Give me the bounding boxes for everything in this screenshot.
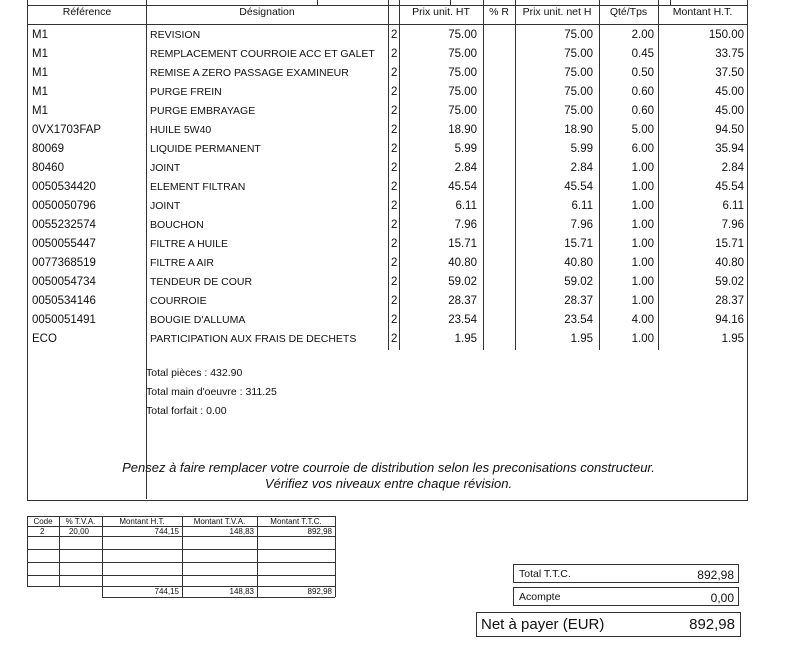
row-net: 45.54 [564,181,593,193]
row-code: 2 [391,29,398,41]
row-amount: 37.50 [715,67,744,79]
row-designation: REMPLACEMENT COURROIE ACC ET GALET [150,48,375,60]
row-designation: JOINT [150,200,181,212]
row-qty: 1.00 [631,276,654,288]
row-ref: M1 [32,48,48,60]
row-price: 75.00 [448,86,477,98]
vat-rule [27,536,335,537]
row-price: 75.00 [448,105,477,117]
row-amount: 1.95 [721,333,744,345]
total-ttc-value: 892,98 [697,568,734,582]
deposit-label: Acompte [519,591,561,603]
vat-header-rate: % T.V.A. [65,517,96,526]
row-designation: HUILE 5W40 [150,124,212,136]
row-price: 7.96 [454,219,477,231]
vat-header-tva: Montant T.V.A. [193,517,246,526]
row-designation: JOINT [150,162,181,174]
row-amount: 45.00 [715,86,744,98]
row-code: 2 [391,276,398,288]
row-net: 15.71 [564,238,593,250]
header-unit-price-ht: Prix unit. HT [412,6,470,18]
row-qty: 0.60 [631,86,654,98]
row-code: 2 [391,200,398,212]
row-amount: 150.00 [708,29,744,41]
row-amount: 35.94 [715,143,744,155]
deposit-box [513,587,739,606]
row-designation: PURGE FREIN [150,86,222,98]
net-to-pay-label: Net à payer (EUR) [481,616,605,633]
row-price: 75.00 [448,48,477,60]
row-qty: 6.00 [631,143,654,155]
row-qty: 2.00 [631,29,654,41]
vat-total-ttc: 892,98 [307,587,332,596]
row-code: 2 [391,105,398,117]
vat-rule [27,562,335,563]
row-amount: 45.00 [715,105,744,117]
row-code: 2 [391,143,398,155]
row-price: 75.00 [448,67,477,79]
row-code: 2 [391,162,398,174]
row-designation: FILTRE A HUILE [150,238,228,250]
row-designation: BOUGIE D'ALLUMA [150,314,246,326]
row-designation: PARTICIPATION AUX FRAIS DE DECHETS [150,333,357,345]
row-designation: TENDEUR DE COUR [150,276,253,288]
row-designation: COURROIE [150,295,207,307]
row-code: 2 [391,181,398,193]
vat-rule [102,597,335,598]
vat-header-ht: Montant H.T. [119,517,165,526]
row-amount: 59.02 [715,276,744,288]
row-price: 40.80 [448,257,477,269]
header-reference: Référence [62,6,112,18]
row-ref: 0050534420 [32,181,96,193]
row-net: 6.11 [571,200,593,212]
row-amount: 40.80 [715,257,744,269]
row-code: 2 [391,124,398,136]
row-ref: 0VX1703FAP [32,124,102,136]
vat-total-ht: 744,15 [154,587,179,596]
row-amount: 15.71 [715,238,744,250]
row-price: 2.84 [454,162,477,174]
row-price: 59.02 [448,276,477,288]
row-designation: LIQUIDE PERMANENT [150,143,261,155]
row-net: 75.00 [564,86,593,98]
net-to-pay-value: 892,98 [689,616,735,633]
vat-col [27,516,28,586]
vat-rule [27,575,335,576]
row-qty: 4.00 [631,314,654,326]
row-price: 18.90 [448,124,477,136]
row-price: 28.37 [448,295,477,307]
vat-rate: 20,00 [68,527,89,536]
row-ref: ECO [32,333,57,345]
vat-header-ttc: Montant T.T.C. [270,517,322,526]
row-net: 75.00 [564,105,593,117]
row-designation: FILTRE A AIR [150,257,214,269]
vat-col [59,516,60,586]
row-qty: 0.45 [631,48,654,60]
row-ref: 0055232574 [32,219,96,231]
header-qty: Qté/Tps [609,6,648,18]
row-qty: 1.00 [631,219,654,231]
row-code: 2 [391,67,398,79]
row-code: 2 [391,314,398,326]
row-designation: ELEMENT FILTRAN [150,181,246,193]
total-labour: Total main d'oeuvre : 311.25 [146,386,277,398]
row-code: 2 [391,219,398,231]
row-net: 1.95 [570,333,593,345]
row-net: 2.84 [570,162,593,174]
row-amount: 2.84 [721,162,744,174]
row-ref: 0050051491 [32,314,96,326]
header-discount: % R [489,6,509,18]
row-price: 75.00 [448,29,477,41]
row-net: 28.37 [564,295,593,307]
row-code: 2 [391,295,398,307]
row-price: 1.95 [454,333,477,345]
vat-header-code: Code [33,517,53,526]
row-ref: 0050055447 [32,238,96,250]
row-code: 2 [391,238,398,250]
vat-code: 2 [40,527,45,536]
deposit-value: 0,00 [710,591,734,605]
row-code: 2 [391,257,398,269]
row-qty: 1.00 [631,257,654,269]
row-designation: REVISION [150,29,201,41]
row-net: 75.00 [564,67,593,79]
vat-table [27,516,335,598]
row-amount: 94.50 [715,124,744,136]
vat-rule [27,549,335,550]
row-ref: 80460 [32,162,64,174]
row-net: 75.00 [564,48,593,60]
note-line-1: Pensez à faire remplacer votre courroie de distribution selon les preconisations constructeur. [122,460,655,475]
row-qty: 1.00 [631,181,654,193]
header-rule [28,24,747,25]
total-parts: Total pièces : 432.90 [146,367,243,379]
row-designation: BOUCHON [150,219,204,231]
row-net: 7.96 [570,219,593,231]
row-code: 2 [391,333,398,345]
row-net: 40.80 [564,257,593,269]
total-flat: Total forfait : 0.00 [146,405,227,417]
row-price: 45.54 [448,181,477,193]
row-price: 5.99 [454,143,477,155]
row-ref: M1 [32,105,48,117]
row-qty: 0.60 [631,105,654,117]
row-qty: 1.00 [631,295,654,307]
row-ref: 0050054734 [32,276,96,288]
row-ref: 80069 [32,143,64,155]
row-amount: 33.75 [715,48,744,60]
row-net: 59.02 [564,276,593,288]
row-code: 2 [391,48,398,60]
row-ref: M1 [32,86,48,98]
net-to-pay-box [476,612,741,637]
row-amount: 45.54 [715,181,744,193]
row-qty: 1.00 [631,333,654,345]
row-net: 5.99 [570,143,593,155]
row-qty: 1.00 [631,200,654,212]
row-designation: PURGE EMBRAYAGE [150,105,256,117]
row-price: 23.54 [448,314,477,326]
row-net: 75.00 [564,29,593,41]
row-ref: M1 [32,67,48,79]
col-divider [388,0,389,350]
row-amount: 94.16 [715,314,744,326]
vat-total-tva: 148,83 [229,587,254,596]
header-designation: Désignation [239,6,295,18]
row-price: 15.71 [448,238,477,250]
header-unit-price-net: Prix unit. net H [522,6,592,18]
row-ref: M1 [32,29,48,41]
col-divider [146,0,147,499]
total-ttc-box [513,564,739,583]
row-designation: REMISE A ZERO PASSAGE EXAMINEUR [150,67,349,79]
row-qty: 1.00 [631,238,654,250]
row-net: 23.54 [564,314,593,326]
row-price: 6.11 [455,200,477,212]
vat-ttc: 892,98 [307,527,332,536]
note-line-2: Vérifiez vos niveaux entre chaque révision. [264,476,513,491]
row-amount: 7.96 [721,219,744,231]
row-qty: 0.50 [631,67,654,79]
row-qty: 5.00 [631,124,654,136]
row-net: 18.90 [564,124,593,136]
row-ref: 0050050796 [32,200,96,212]
header-amount-ht: Montant H.T. [672,6,733,18]
invoice-lines-table [27,0,748,501]
total-ttc-label: Total T.T.C. [519,568,571,580]
vat-ht: 744,15 [154,527,179,536]
row-amount: 28.37 [715,295,744,307]
row-ref: 0050534146 [32,295,96,307]
row-amount: 6.11 [722,200,744,212]
vat-tva: 148,83 [229,527,254,536]
row-qty: 1.00 [631,162,654,174]
row-ref: 0077368519 [32,257,96,269]
row-code: 2 [391,86,398,98]
vat-col [335,516,336,597]
col-divider [483,0,484,350]
